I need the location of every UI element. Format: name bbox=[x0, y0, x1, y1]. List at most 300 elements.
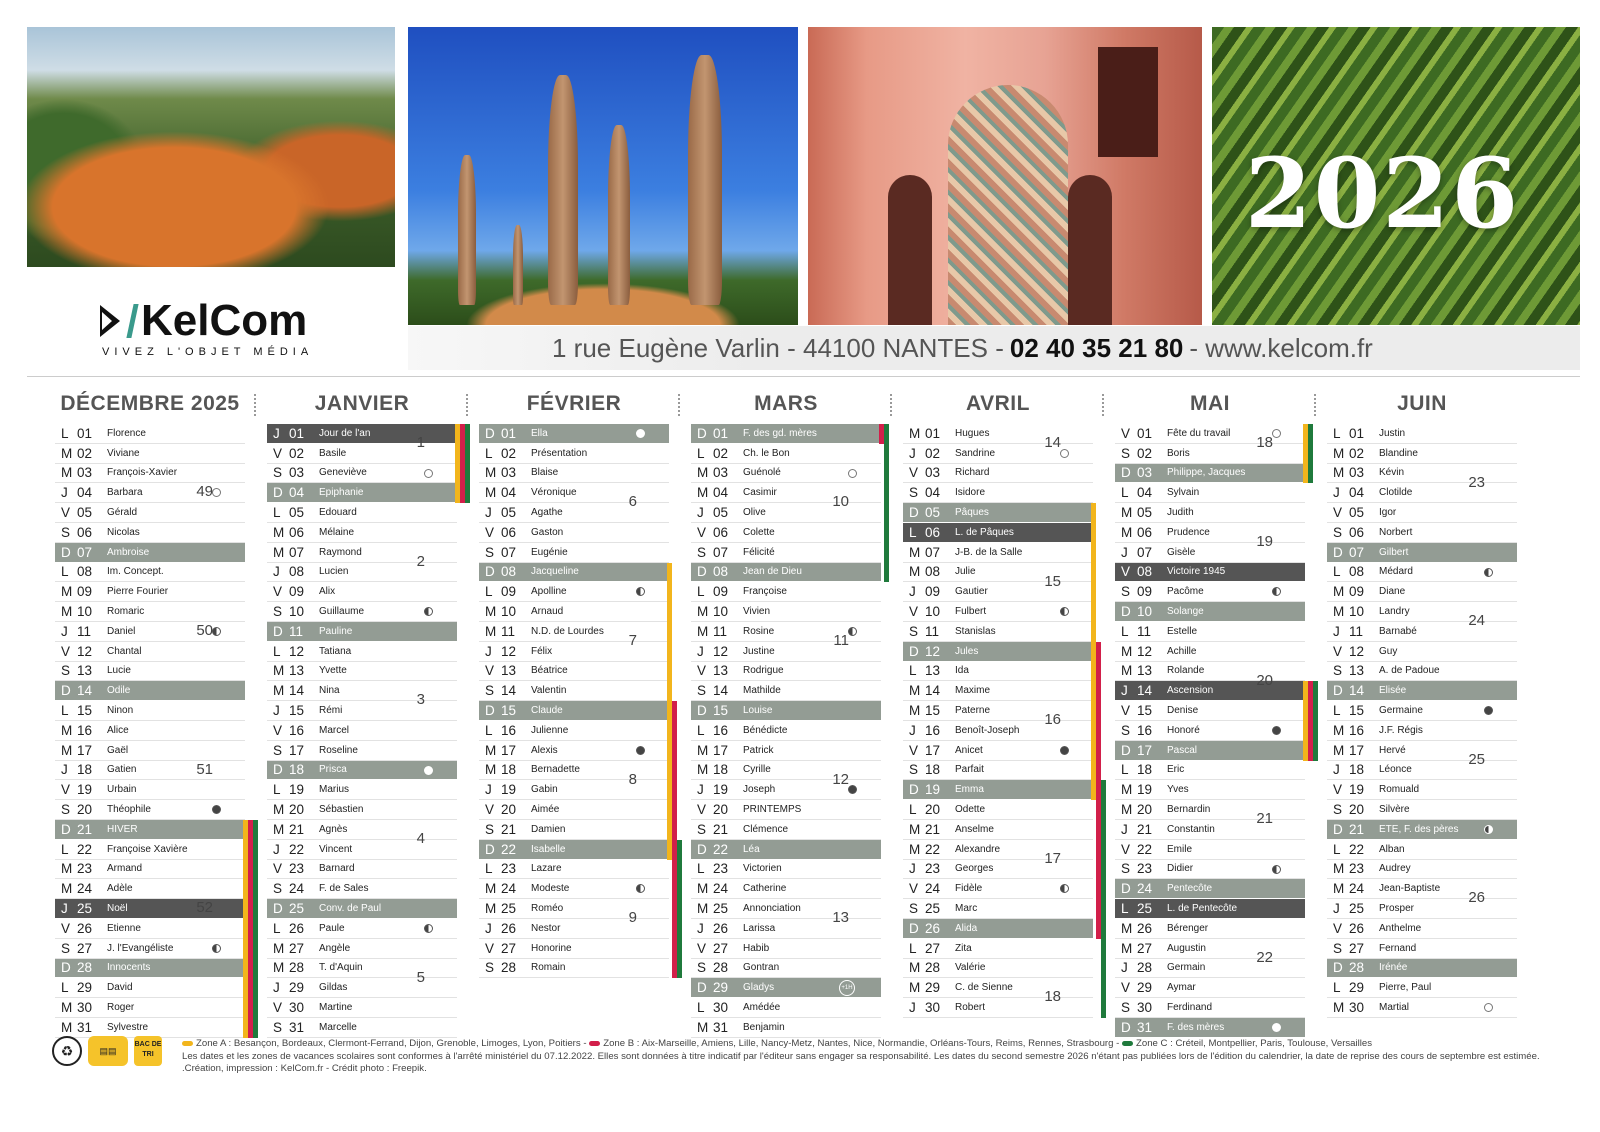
day-row[interactable] bbox=[1327, 820, 1517, 840]
day-row[interactable] bbox=[1327, 800, 1517, 820]
day-row[interactable] bbox=[1115, 959, 1305, 979]
day-row[interactable] bbox=[1327, 840, 1517, 860]
day-letter: D bbox=[909, 920, 919, 936]
day-row[interactable] bbox=[691, 978, 881, 998]
day-row[interactable] bbox=[691, 681, 881, 701]
day-row[interactable] bbox=[267, 503, 457, 523]
day-letter: M bbox=[909, 564, 921, 580]
day-row[interactable] bbox=[479, 879, 669, 899]
day-row[interactable] bbox=[903, 860, 1093, 880]
day-row[interactable] bbox=[267, 543, 457, 563]
day-row[interactable] bbox=[903, 721, 1093, 741]
day-row[interactable] bbox=[55, 681, 245, 701]
saint-name: Martine bbox=[319, 1002, 353, 1013]
day-row[interactable] bbox=[1327, 444, 1517, 464]
saint-name: Léa bbox=[743, 843, 760, 855]
day-row[interactable] bbox=[903, 879, 1093, 899]
day-row[interactable] bbox=[1115, 978, 1305, 998]
day-row[interactable] bbox=[691, 800, 881, 820]
day-row[interactable] bbox=[903, 444, 1093, 464]
day-letter: J bbox=[909, 1000, 916, 1015]
day-number: 07 bbox=[501, 544, 517, 560]
day-letter: D bbox=[273, 623, 283, 639]
day-row[interactable] bbox=[267, 483, 457, 503]
day-row[interactable] bbox=[1115, 919, 1305, 939]
day-letter: J bbox=[485, 920, 492, 936]
day-row[interactable] bbox=[1115, 523, 1305, 543]
day-row[interactable] bbox=[903, 800, 1093, 820]
day-row[interactable] bbox=[691, 602, 881, 622]
day-row[interactable] bbox=[903, 761, 1093, 781]
day-row[interactable] bbox=[55, 879, 245, 899]
day-row[interactable] bbox=[903, 543, 1093, 563]
day-row[interactable] bbox=[55, 424, 245, 444]
day-row[interactable] bbox=[267, 741, 457, 761]
saint-name: Audrey bbox=[1379, 863, 1411, 875]
day-row[interactable] bbox=[691, 780, 881, 800]
day-letter: M bbox=[61, 1019, 73, 1035]
saint-name: Germaine bbox=[1379, 705, 1423, 717]
day-row[interactable] bbox=[267, 978, 457, 998]
day-letter: M bbox=[273, 663, 285, 679]
day-row[interactable] bbox=[267, 939, 457, 959]
day-row[interactable] bbox=[691, 563, 881, 583]
day-number: 13 bbox=[77, 663, 93, 679]
day-letter: S bbox=[697, 544, 707, 560]
day-row[interactable] bbox=[1115, 939, 1305, 959]
day-row[interactable] bbox=[267, 998, 457, 1018]
day-row[interactable] bbox=[1327, 563, 1517, 583]
day-number: 18 bbox=[501, 762, 517, 778]
day-row[interactable] bbox=[267, 523, 457, 543]
day-row[interactable] bbox=[479, 721, 669, 741]
saint-name: Véronique bbox=[531, 487, 577, 499]
day-row[interactable] bbox=[1327, 523, 1517, 543]
day-row[interactable] bbox=[1115, 741, 1305, 761]
day-row[interactable] bbox=[1115, 761, 1305, 781]
day-row[interactable] bbox=[1115, 582, 1305, 602]
day-row[interactable] bbox=[479, 563, 669, 583]
day-row[interactable] bbox=[903, 899, 1093, 919]
day-letter: L bbox=[273, 920, 281, 936]
day-row[interactable] bbox=[1115, 464, 1305, 484]
day-row[interactable] bbox=[903, 483, 1093, 503]
day-row[interactable] bbox=[691, 424, 881, 444]
day-row[interactable] bbox=[1327, 998, 1517, 1018]
day-number: 23 bbox=[925, 861, 941, 877]
day-letter: J bbox=[485, 643, 492, 659]
day-row[interactable] bbox=[55, 662, 245, 682]
day-row[interactable] bbox=[267, 919, 457, 939]
day-row[interactable] bbox=[691, 899, 881, 919]
day-row[interactable] bbox=[903, 464, 1093, 484]
day-row[interactable] bbox=[691, 741, 881, 761]
day-letter: M bbox=[485, 742, 497, 758]
day-row[interactable] bbox=[55, 978, 245, 998]
day-letter: S bbox=[61, 524, 71, 540]
week-number: 20 bbox=[1256, 671, 1273, 689]
day-row[interactable] bbox=[1327, 741, 1517, 761]
day-row[interactable] bbox=[479, 959, 669, 979]
saint-name: Gilbert bbox=[1379, 546, 1409, 558]
day-row[interactable] bbox=[55, 543, 245, 563]
day-row[interactable] bbox=[267, 662, 457, 682]
day-row[interactable] bbox=[267, 681, 457, 701]
day-row[interactable] bbox=[903, 780, 1093, 800]
day-row[interactable] bbox=[479, 582, 669, 602]
day-row[interactable] bbox=[903, 701, 1093, 721]
day-number: 25 bbox=[501, 901, 517, 917]
day-row[interactable] bbox=[691, 503, 881, 523]
day-row[interactable] bbox=[267, 780, 457, 800]
day-row[interactable] bbox=[691, 662, 881, 682]
day-row[interactable] bbox=[903, 840, 1093, 860]
day-row[interactable] bbox=[479, 424, 669, 444]
day-row[interactable] bbox=[1327, 721, 1517, 741]
day-row[interactable] bbox=[903, 820, 1093, 840]
day-number: 21 bbox=[713, 821, 729, 837]
day-row[interactable] bbox=[479, 444, 669, 464]
day-row[interactable] bbox=[691, 622, 881, 642]
day-row[interactable] bbox=[1327, 622, 1517, 642]
day-row[interactable] bbox=[1115, 681, 1305, 701]
day-letter: D bbox=[909, 505, 919, 521]
day-letter: M bbox=[61, 722, 73, 738]
day-row[interactable] bbox=[691, 860, 881, 880]
day-row[interactable] bbox=[1327, 582, 1517, 602]
day-number: 11 bbox=[713, 623, 728, 639]
week-number: 6 bbox=[628, 493, 637, 511]
day-row[interactable] bbox=[1327, 879, 1517, 899]
day-letter: L bbox=[485, 722, 493, 738]
day-row[interactable] bbox=[267, 602, 457, 622]
day-row[interactable] bbox=[1115, 503, 1305, 523]
day-number: 23 bbox=[289, 861, 305, 877]
day-row[interactable] bbox=[1327, 681, 1517, 701]
day-number: 02 bbox=[289, 445, 305, 461]
day-row[interactable] bbox=[1115, 662, 1305, 682]
day-row[interactable] bbox=[1115, 800, 1305, 820]
day-row[interactable] bbox=[55, 820, 245, 840]
day-row[interactable] bbox=[1327, 464, 1517, 484]
day-row[interactable] bbox=[903, 919, 1093, 939]
day-row[interactable] bbox=[1327, 701, 1517, 721]
week-number: 52 bbox=[196, 899, 213, 917]
day-number: 22 bbox=[289, 841, 305, 857]
day-row[interactable] bbox=[55, 919, 245, 939]
day-row[interactable] bbox=[903, 602, 1093, 622]
day-row[interactable] bbox=[691, 444, 881, 464]
day-row[interactable] bbox=[691, 840, 881, 860]
day-row[interactable] bbox=[55, 642, 245, 662]
day-row[interactable] bbox=[479, 761, 669, 781]
saint-name: Catherine bbox=[743, 883, 787, 895]
day-number: 05 bbox=[925, 505, 941, 521]
day-row[interactable] bbox=[903, 642, 1093, 662]
day-row[interactable] bbox=[1115, 879, 1305, 899]
day-row[interactable] bbox=[55, 780, 245, 800]
saint-name: Aimée bbox=[531, 804, 560, 816]
day-row[interactable] bbox=[903, 978, 1093, 998]
day-row[interactable] bbox=[691, 959, 881, 979]
day-row[interactable] bbox=[55, 622, 245, 642]
day-number: 24 bbox=[713, 881, 729, 897]
day-row[interactable] bbox=[1327, 761, 1517, 781]
day-number: 03 bbox=[713, 465, 729, 481]
day-row[interactable] bbox=[55, 523, 245, 543]
day-number: 20 bbox=[289, 802, 305, 818]
moon-phase-icon bbox=[1272, 1023, 1281, 1032]
day-row[interactable] bbox=[691, 642, 881, 662]
day-row[interactable] bbox=[479, 483, 669, 503]
day-row[interactable] bbox=[479, 642, 669, 662]
day-row[interactable] bbox=[1115, 602, 1305, 622]
day-row[interactable] bbox=[1115, 424, 1305, 444]
day-row[interactable] bbox=[55, 444, 245, 464]
day-row[interactable] bbox=[479, 820, 669, 840]
day-row[interactable] bbox=[1115, 563, 1305, 583]
moon-phase-icon bbox=[848, 469, 857, 478]
day-row[interactable] bbox=[55, 840, 245, 860]
day-row[interactable] bbox=[55, 701, 245, 721]
day-number: 05 bbox=[77, 505, 93, 521]
day-row[interactable] bbox=[479, 503, 669, 523]
day-row[interactable] bbox=[479, 800, 669, 820]
day-row[interactable] bbox=[267, 899, 457, 919]
photo-ochre-cliffs bbox=[27, 27, 395, 267]
week-number: 11 bbox=[833, 631, 849, 649]
day-letter: D bbox=[273, 485, 283, 501]
month-column bbox=[267, 392, 457, 1038]
day-row[interactable] bbox=[903, 998, 1093, 1018]
day-row[interactable] bbox=[267, 563, 457, 583]
day-number: 13 bbox=[925, 663, 941, 679]
day-letter: J bbox=[1121, 544, 1128, 560]
day-row[interactable] bbox=[55, 464, 245, 484]
day-letter: D bbox=[1121, 604, 1131, 620]
day-row[interactable] bbox=[267, 721, 457, 741]
day-row[interactable] bbox=[55, 503, 245, 523]
day-row[interactable] bbox=[903, 959, 1093, 979]
saint-name: Philippe, Jacques bbox=[1167, 467, 1246, 479]
saint-name: Barbara bbox=[107, 487, 143, 499]
day-letter: M bbox=[1121, 940, 1133, 956]
day-row[interactable] bbox=[267, 1018, 457, 1038]
day-row[interactable] bbox=[55, 582, 245, 602]
day-row[interactable] bbox=[903, 503, 1093, 523]
day-row[interactable] bbox=[1115, 840, 1305, 860]
day-row[interactable] bbox=[267, 761, 457, 781]
saint-name: Nicolas bbox=[107, 526, 140, 538]
day-letter: M bbox=[909, 841, 921, 857]
day-row[interactable] bbox=[1115, 483, 1305, 503]
day-row[interactable] bbox=[55, 860, 245, 880]
day-letter: M bbox=[1121, 524, 1133, 540]
day-row[interactable] bbox=[55, 721, 245, 741]
day-row[interactable] bbox=[1327, 919, 1517, 939]
day-row[interactable] bbox=[55, 1018, 245, 1038]
day-letter: M bbox=[1333, 604, 1345, 620]
day-row[interactable] bbox=[1327, 662, 1517, 682]
day-row[interactable] bbox=[691, 919, 881, 939]
day-row[interactable] bbox=[267, 444, 457, 464]
day-row[interactable] bbox=[903, 741, 1093, 761]
day-row[interactable] bbox=[479, 464, 669, 484]
day-letter: J bbox=[273, 980, 280, 996]
day-row[interactable] bbox=[691, 939, 881, 959]
day-row[interactable] bbox=[479, 523, 669, 543]
saint-name: Paule bbox=[319, 922, 345, 934]
day-row[interactable] bbox=[55, 602, 245, 622]
day-row[interactable] bbox=[267, 642, 457, 662]
day-row[interactable] bbox=[691, 483, 881, 503]
day-row[interactable] bbox=[1115, 642, 1305, 662]
day-row[interactable] bbox=[691, 582, 881, 602]
day-row[interactable] bbox=[1115, 1018, 1305, 1038]
day-row[interactable] bbox=[55, 998, 245, 1018]
day-row[interactable] bbox=[1327, 503, 1517, 523]
day-row[interactable] bbox=[1115, 899, 1305, 919]
day-row[interactable] bbox=[267, 820, 457, 840]
day-number: 11 bbox=[501, 623, 516, 639]
day-row[interactable] bbox=[479, 939, 669, 959]
day-row[interactable] bbox=[903, 622, 1093, 642]
day-letter: M bbox=[61, 861, 73, 877]
saint-name: Jean de Dieu bbox=[743, 566, 802, 578]
saint-name: Yves bbox=[1167, 784, 1189, 796]
day-number: 18 bbox=[713, 762, 729, 778]
day-row[interactable] bbox=[691, 721, 881, 741]
day-row[interactable] bbox=[1327, 543, 1517, 563]
day-row[interactable] bbox=[1327, 483, 1517, 503]
day-number: 10 bbox=[289, 604, 305, 620]
day-row[interactable] bbox=[1327, 978, 1517, 998]
day-row[interactable] bbox=[1327, 899, 1517, 919]
day-row[interactable] bbox=[479, 602, 669, 622]
day-row[interactable] bbox=[267, 840, 457, 860]
day-row[interactable] bbox=[903, 582, 1093, 602]
day-number: 22 bbox=[77, 841, 93, 857]
day-row[interactable] bbox=[479, 543, 669, 563]
saint-name: Honoré bbox=[1167, 724, 1200, 736]
saint-name: J.F. Régis bbox=[1379, 724, 1423, 736]
day-row[interactable] bbox=[267, 701, 457, 721]
day-row[interactable] bbox=[1115, 622, 1305, 642]
day-row[interactable] bbox=[55, 959, 245, 979]
day-row[interactable] bbox=[1327, 642, 1517, 662]
day-row[interactable] bbox=[267, 959, 457, 979]
day-row[interactable] bbox=[1327, 939, 1517, 959]
day-row[interactable] bbox=[1115, 721, 1305, 741]
day-letter: S bbox=[485, 683, 495, 699]
day-number: 16 bbox=[713, 722, 729, 738]
day-row[interactable] bbox=[267, 582, 457, 602]
day-row[interactable] bbox=[267, 464, 457, 484]
day-row[interactable] bbox=[1115, 444, 1305, 464]
day-row[interactable] bbox=[479, 899, 669, 919]
day-row[interactable] bbox=[55, 761, 245, 781]
day-row[interactable] bbox=[1327, 424, 1517, 444]
day-row[interactable] bbox=[1115, 543, 1305, 563]
day-row[interactable] bbox=[691, 761, 881, 781]
day-row[interactable] bbox=[55, 741, 245, 761]
day-row[interactable] bbox=[1115, 998, 1305, 1018]
day-row[interactable] bbox=[479, 840, 669, 860]
day-row[interactable] bbox=[903, 939, 1093, 959]
day-letter: L bbox=[61, 980, 69, 996]
saint-name: Estelle bbox=[1167, 625, 1198, 637]
day-row[interactable] bbox=[1327, 780, 1517, 800]
day-row[interactable] bbox=[55, 800, 245, 820]
week-number: 19 bbox=[1256, 532, 1273, 550]
day-row[interactable] bbox=[691, 464, 881, 484]
day-number: 26 bbox=[77, 920, 93, 936]
day-row[interactable] bbox=[267, 800, 457, 820]
day-row[interactable] bbox=[267, 622, 457, 642]
day-number: 24 bbox=[289, 881, 305, 897]
day-row[interactable] bbox=[479, 622, 669, 642]
day-number: 17 bbox=[1137, 742, 1153, 758]
day-row[interactable] bbox=[691, 543, 881, 563]
day-row[interactable] bbox=[691, 820, 881, 840]
day-row[interactable] bbox=[479, 860, 669, 880]
day-row[interactable] bbox=[903, 523, 1093, 543]
day-row[interactable] bbox=[479, 681, 669, 701]
day-row[interactable] bbox=[55, 939, 245, 959]
day-letter: L bbox=[485, 584, 493, 600]
day-letter: L bbox=[909, 524, 917, 540]
day-number: 13 bbox=[289, 663, 305, 679]
day-row[interactable] bbox=[55, 483, 245, 503]
day-row[interactable] bbox=[479, 780, 669, 800]
day-number: 17 bbox=[713, 742, 729, 758]
day-row[interactable] bbox=[55, 899, 245, 919]
day-row[interactable] bbox=[903, 681, 1093, 701]
day-row[interactable] bbox=[691, 701, 881, 721]
day-row[interactable] bbox=[903, 424, 1093, 444]
day-number: 01 bbox=[289, 425, 305, 441]
day-row[interactable] bbox=[1115, 820, 1305, 840]
day-row[interactable] bbox=[479, 662, 669, 682]
day-row[interactable] bbox=[1327, 602, 1517, 622]
day-row[interactable] bbox=[267, 860, 457, 880]
day-row[interactable] bbox=[903, 563, 1093, 583]
day-row[interactable] bbox=[1115, 860, 1305, 880]
day-row[interactable] bbox=[267, 424, 457, 444]
day-row[interactable] bbox=[691, 879, 881, 899]
day-row[interactable] bbox=[479, 741, 669, 761]
months-grid bbox=[55, 392, 1555, 1035]
day-row[interactable] bbox=[691, 998, 881, 1018]
day-row[interactable] bbox=[1115, 780, 1305, 800]
day-row[interactable] bbox=[1327, 959, 1517, 979]
saint-name: Olive bbox=[743, 507, 766, 519]
day-letter: M bbox=[909, 960, 921, 976]
saint-name: Elisée bbox=[1379, 685, 1407, 697]
day-row[interactable] bbox=[691, 1018, 881, 1038]
saint-name: Victoire 1945 bbox=[1167, 566, 1226, 578]
day-row[interactable] bbox=[267, 879, 457, 899]
day-row[interactable] bbox=[903, 662, 1093, 682]
day-number: 15 bbox=[1349, 703, 1365, 719]
day-row[interactable] bbox=[691, 523, 881, 543]
day-row[interactable] bbox=[1115, 701, 1305, 721]
day-row[interactable] bbox=[55, 563, 245, 583]
week-number: 13 bbox=[832, 909, 849, 927]
day-row[interactable] bbox=[479, 919, 669, 939]
day-row[interactable] bbox=[1327, 860, 1517, 880]
day-row[interactable] bbox=[479, 701, 669, 721]
